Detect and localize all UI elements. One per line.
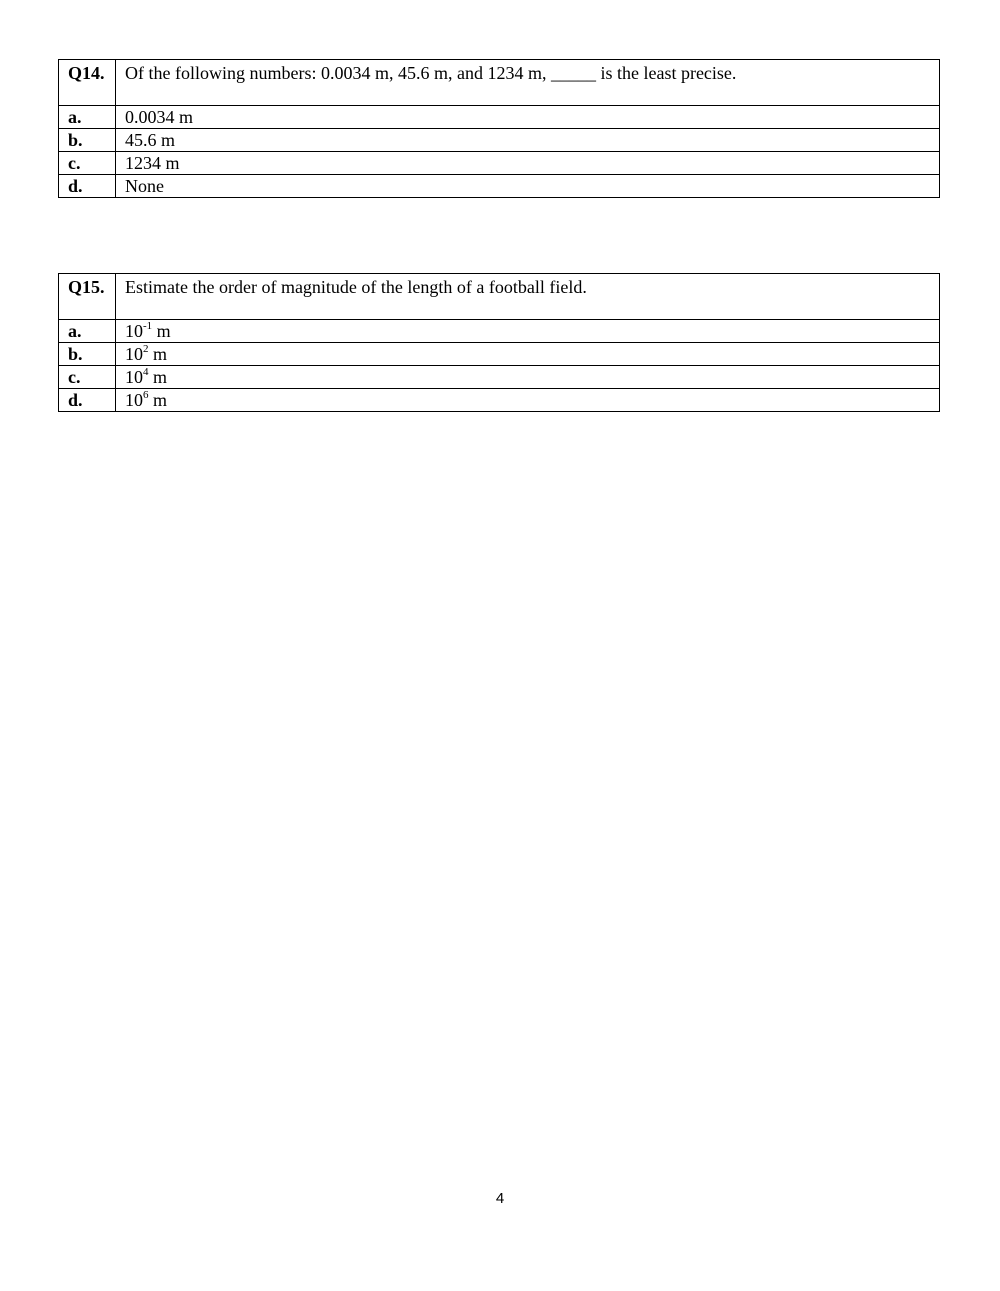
option-text <box>116 389 940 412</box>
unit: m <box>156 321 171 341</box>
option-row-a[interactable] <box>59 320 940 343</box>
question-label: Q15. <box>59 274 116 320</box>
option-text: 1234 m <box>116 152 940 175</box>
unit: m <box>153 367 168 387</box>
power-exponent: 2 <box>143 343 149 355</box>
question-text: Of the following numbers: 0.0034 m, 45.6 m, and 1234 m, _____ is the least precise. <box>116 60 940 106</box>
question-14-table <box>58 59 940 198</box>
power-base: 10 <box>125 344 143 364</box>
option-text: None <box>116 175 940 198</box>
option-text: 0.0034 m <box>116 106 940 129</box>
option-letter: b. <box>59 129 116 152</box>
option-letter: b. <box>59 343 116 366</box>
option-letter: a. <box>59 106 116 129</box>
power-base: 10 <box>125 367 143 387</box>
option-row-d[interactable] <box>59 175 940 198</box>
power-exponent: -1 <box>143 320 153 332</box>
option-row-a[interactable] <box>59 106 940 129</box>
option-text: 45.6 m <box>116 129 940 152</box>
page-number: 4 <box>495 1190 505 1207</box>
power-base: 10 <box>125 321 143 341</box>
option-letter: c. <box>59 152 116 175</box>
option-text <box>116 343 940 366</box>
option-row-c[interactable] <box>59 366 940 389</box>
option-text <box>116 320 940 343</box>
power-base: 10 <box>125 390 143 410</box>
option-letter: d. <box>59 389 116 412</box>
option-row-d[interactable] <box>59 389 940 412</box>
option-row-b[interactable] <box>59 129 940 152</box>
option-letter: a. <box>59 320 116 343</box>
question-15-table <box>58 273 940 412</box>
option-letter: c. <box>59 366 116 389</box>
option-letter: d. <box>59 175 116 198</box>
power-exponent: 4 <box>143 366 149 378</box>
option-row-b[interactable] <box>59 343 940 366</box>
power-exponent: 6 <box>143 389 149 401</box>
question-label: Q14. <box>59 60 116 106</box>
question-text: Estimate the order of magnitude of the length of a football field. <box>116 274 940 320</box>
unit: m <box>153 390 168 410</box>
option-row-c[interactable] <box>59 152 940 175</box>
unit: m <box>153 344 168 364</box>
option-text <box>116 366 940 389</box>
